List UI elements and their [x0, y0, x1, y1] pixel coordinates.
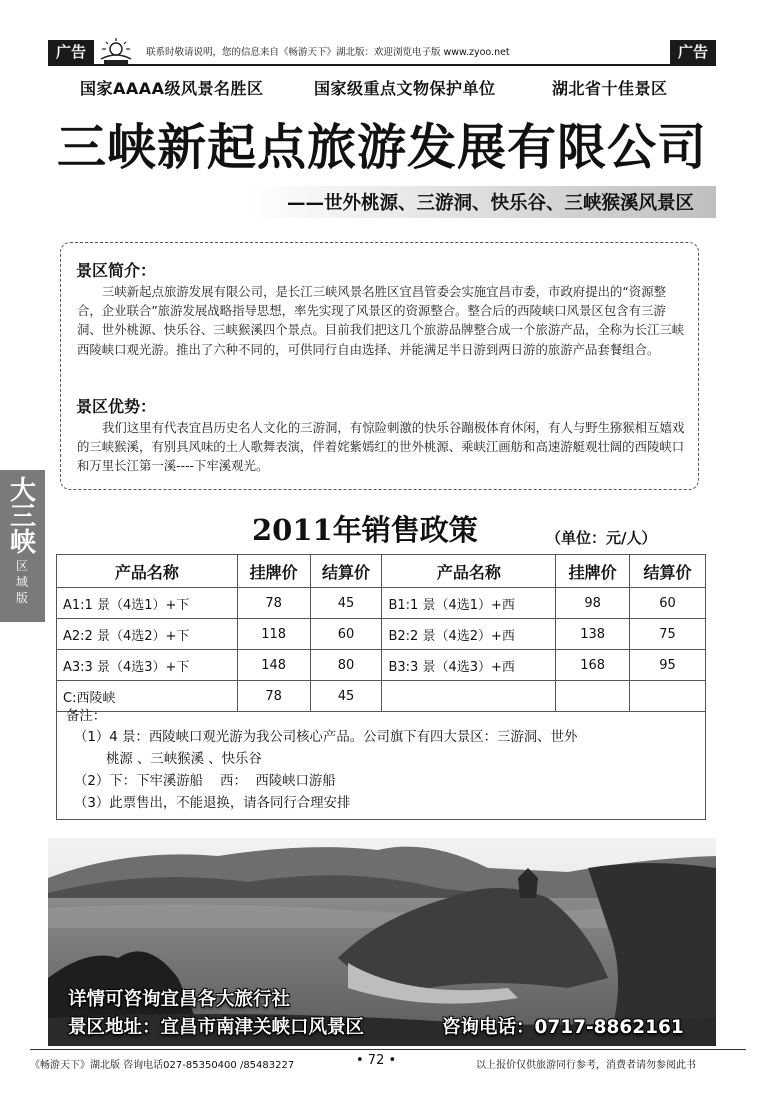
- product-name: A3:3 景（4选3）+下: [57, 650, 238, 681]
- product-name: B2:2 景（4选2）+西: [382, 619, 556, 650]
- side-tab-subtitle: 区域版: [15, 559, 28, 605]
- side-tab-title: 大三峡: [9, 476, 36, 558]
- col-header-list-price-b: 挂牌价: [556, 555, 630, 588]
- photo-caption-consult: 详情可咨询宜昌各大旅行社: [68, 989, 291, 1010]
- settle-price: 60: [310, 619, 382, 650]
- table-row: [57, 588, 706, 619]
- note-1: （1）4 景：西陵峡口观光游为我公司核心产品。公司旗下有四大景区：三游洞、世外: [74, 730, 578, 745]
- policy-title: 2011年销售政策: [252, 513, 478, 547]
- note-2: （2）下：下牢溪游船 西： 西陵峡口游船: [74, 774, 336, 789]
- notes-heading: 备注：: [66, 709, 107, 724]
- table-header-row: [57, 555, 706, 588]
- note-1-continued: 桃源 、三峡猴溪 、快乐谷: [106, 752, 262, 767]
- product-name: A1:1 景（4选1）+下: [57, 588, 238, 619]
- footer-disclaimer: 以上报价仅供旅游同行参考，消费者请勿参阅此书: [476, 1060, 696, 1071]
- advantages-heading: 景区优势：: [76, 397, 157, 416]
- list-price: 138: [556, 619, 630, 650]
- header-divider: [48, 64, 716, 66]
- policy-unit: （单位：元/人）: [546, 529, 657, 547]
- list-price: 78: [237, 681, 310, 712]
- ad-label-left: 广告: [48, 40, 94, 64]
- advantages-text: 我们这里有代表宜昌历史名人文化的三游洞，有惊险刺激的快乐谷蹦极体育休闲，有人与野生猕猴相互嬉戏的三峡猴溪，有别具风味的土人歌舞表演，伴着姹紫嫣红的世外桃源、乘峡江画舫和高速游艇观壮阔的西陵峡口和万里长江第一溪----下牢溪观光。: [77, 420, 685, 474]
- settle-price: 80: [310, 650, 382, 681]
- settle-price: 45: [310, 681, 382, 712]
- tagline-top-ten: 湖北省十佳景区: [552, 79, 668, 98]
- list-price: 118: [237, 619, 310, 650]
- price-table: [56, 554, 706, 712]
- product-name: A2:2 景（4选2）+下: [57, 619, 238, 650]
- footer-divider: [30, 1049, 746, 1050]
- magazine-logo-icon: [98, 37, 134, 67]
- intro-heading: 景区简介：: [76, 261, 157, 280]
- settle-price: 95: [630, 650, 706, 681]
- product-name: B3:3 景（4选3）+西: [382, 650, 556, 681]
- col-header-settle-price-a: 结算价: [310, 555, 382, 588]
- tagline-aaaa: 国家AAAA级风景名胜区: [80, 79, 264, 98]
- col-header-product-a: 产品名称: [57, 555, 238, 588]
- settle-price: 75: [630, 619, 706, 650]
- subtitle-text: ——世外桃源、三游洞、快乐谷、三峡猴溪风景区: [286, 193, 694, 214]
- intro-text: 三峡新起点旅游发展有限公司，是长江三峡风景名胜区宜昌管委会实施宜昌市委，市政府提出的“资源整合，企业联合”旅游发展战略指导思想，率先实现了风景区的资源整合。整合后的西陵峡口风景区包含有三游洞、世外桃源、快乐谷、三峡猴溪四个景点。目前我们把这几个旅游品牌整合成一个旅游产品，全称为长江三峡西陵峡口观光游。推出了六种不同的，可供同行自由选择、并能满足半日游到两日游的旅游产品套餐组合。: [77, 284, 685, 357]
- product-name: B1:1 景（4选1）+西: [382, 588, 556, 619]
- scenic-address: 景区地址：宜昌市南津关峡口风景区: [68, 1017, 365, 1038]
- table-row: [57, 619, 706, 650]
- product-name: C:西陵峡: [57, 681, 238, 712]
- contact-phone: 咨询电话：0717-8862161: [442, 1017, 684, 1038]
- list-price: 98: [556, 588, 630, 619]
- col-header-settle-price-b: 结算价: [630, 555, 706, 588]
- edition-side-tab: [0, 470, 45, 622]
- header-note: 联系时敬请说明，您的信息来自《畅游天下》湖北版：欢迎浏览电子版 www.zyoo.net: [146, 47, 510, 58]
- table-row: [57, 650, 706, 681]
- list-price: 168: [556, 650, 630, 681]
- tagline-heritage: 国家级重点文物保护单位: [314, 79, 496, 98]
- col-header-product-b: 产品名称: [382, 555, 556, 588]
- ad-label-right: 广告: [670, 40, 716, 64]
- settle-price: 60: [630, 588, 706, 619]
- col-header-list-price-a: 挂牌价: [237, 555, 310, 588]
- list-price: 78: [237, 588, 310, 619]
- list-price: 148: [237, 650, 310, 681]
- footer-publication: 《畅游天下》湖北版 咨询电话027-85350400 /85483227: [30, 1060, 295, 1071]
- subtitle-banner: [48, 186, 716, 218]
- note-3: （3）此票售出，不能退换，请各同行合理安排: [74, 796, 351, 811]
- company-name: 三峡新起点旅游发展有限公司: [56, 118, 707, 176]
- page-number: • 72 •: [356, 1053, 397, 1068]
- settle-price: 45: [310, 588, 382, 619]
